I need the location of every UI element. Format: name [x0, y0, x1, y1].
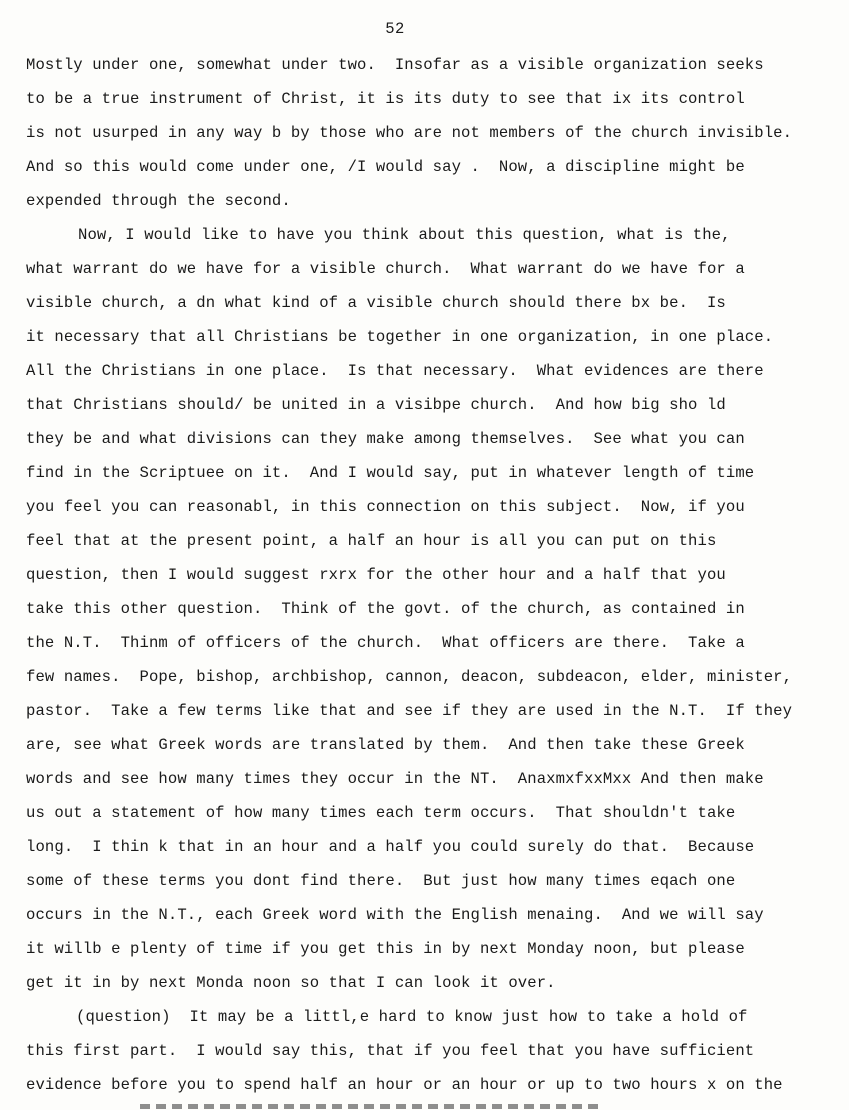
text-line: And so this would come under one, /I would say . Now, a discipline might be [26, 158, 745, 176]
text-line: words and see how many times they occur in the NT. AnaxmxfxxMxx And then make [26, 770, 764, 788]
text-line: long. I thin k that in an hour and a half you could surely do that. Because [26, 838, 755, 856]
text-line: they be and what divisions can they make among themselves. See what you can [26, 430, 745, 448]
text-line: is not usurped in any way b by those who are not members of the church invisible. [26, 124, 793, 142]
text-line: All the Christians in one place. Is that necessary. What evidences are there [26, 362, 764, 380]
text-line: few names. Pope, bishop, archbishop, cannon, deacon, subdeacon, elder, minister, [26, 668, 793, 686]
text-line: you feel you can reasonabl, in this connection on this subject. Now, if you [26, 498, 745, 516]
text-line: us out a statement of how many times each term occurs. That shouldn't take [26, 804, 736, 822]
text-line: occurs in the N.T., each Greek word with the English menaing. And we will say [26, 906, 764, 924]
text-line: evidence before you to spend half an hour or an hour or up to two hours x on the [26, 1076, 783, 1094]
text-line: to be a true instrument of Christ, it is its duty to see that ix its control [26, 90, 745, 108]
cut-off-next-line [140, 1104, 600, 1109]
text-line: are, see what Greek words are translated by them. And then take these Greek [26, 736, 745, 754]
text-line: it necessary that all Christians be together in one organization, in one place. [26, 328, 774, 346]
text-line: Mostly under one, somewhat under two. Insofar as a visible organization seeks [26, 56, 764, 74]
text-line: pastor. Take a few terms like that and see if they are used in the N.T. If they [26, 702, 793, 720]
text-line: find in the Scriptuee on it. And I would say, put in whatever length of time [26, 464, 755, 482]
paragraph-start-line: (question) It may be a littl,e hard to know just how to take a hold of [76, 1008, 748, 1026]
text-line: this first part. I would say this, that if you feel that you have sufficient [26, 1042, 755, 1060]
text-line: take this other question. Think of the govt. of the church, as contained in [26, 600, 745, 618]
document-body [26, 53, 841, 1107]
paragraph-start-line: Now, I would like to have you think about this question, what is the, [78, 226, 731, 244]
text-line: expended through the second. [26, 192, 291, 210]
text-line: visible church, a dn what kind of a visible church should there bx be. Is [26, 294, 726, 312]
text-line: feel that at the present point, a half an hour is all you can put on this [26, 532, 717, 550]
text-line: question, then I would suggest rxrx for the other hour and a half that you [26, 566, 726, 584]
text-line: the N.T. Thinm of officers of the church. What officers are there. Take a [26, 634, 745, 652]
text-line: that Christians should/ be united in a visibpe church. And how big sho ld [26, 396, 726, 414]
page-number: 52 [385, 20, 405, 38]
text-line: get it in by next Monda noon so that I can look it over. [26, 974, 556, 992]
text-line: it willb e plenty of time if you get this in by next Monday noon, but please [26, 940, 745, 958]
text-line: some of these terms you dont find there. But just how many times eqach one [26, 872, 736, 890]
text-line: what warrant do we have for a visible church. What warrant do we have for a [26, 260, 745, 278]
